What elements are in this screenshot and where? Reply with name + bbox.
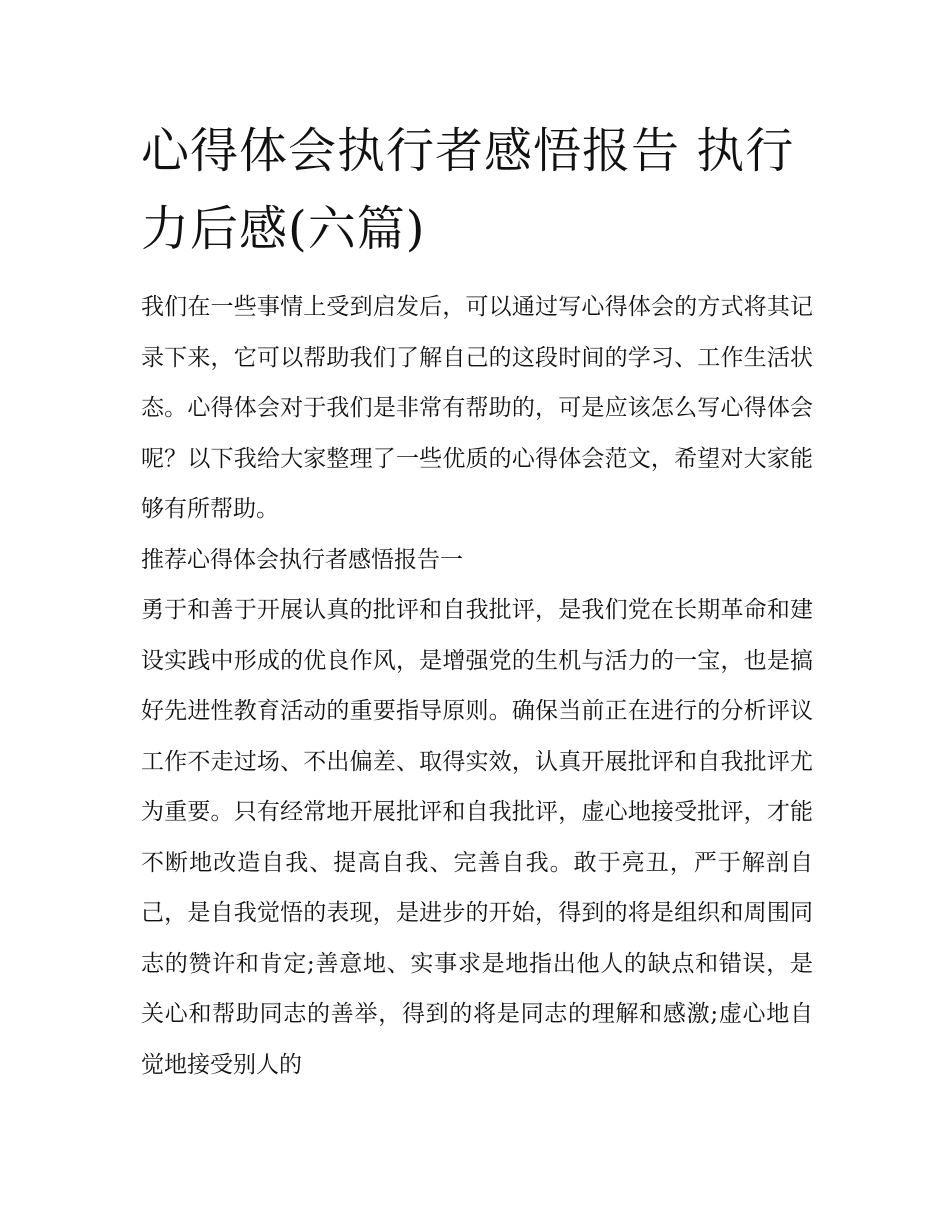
document-page — [141, 112, 813, 1090]
intro-paragraph: 我们在一些事情上受到启发后，可以通过写心得体会的方式将其记录下来，它可以帮助我们了解自己的这段时间的学习、工作生活状态。心得体会对于我们是非常有帮助的，可是应该怎么写心得体会呢？以下我给大家整理了一些优质的心得体会范文，希望对大家能够有所帮助。 — [141, 294, 813, 522]
body-paragraph: 勇于和善于开展认真的批评和自我批评，是我们党在长期革命和建设实践中形成的优良作风，是增强党的生机与活力的一宝，也是搞好先进性教育活动的重要指导原则。确保当前正在进行的分析评议工作不走过场、不出偏差、取得实效，认真开展批评和自我批评尤为重要。只有经常地开展批评和自我批评，虚心地接受批评，才能不断地改造自我、提高自我、完善自我。敢于亮丑，严于解剖自己，是自我觉悟的表现，是进步的开始，得到的将是组织和周围同志的赞许和肯定;善意地、实事求是地指出他人的缺点和错误，是关心和帮助同志的善举，得到的将是同志的理解和感激;虚心地自觉地接受别人的 — [141, 597, 813, 1078]
document-title: 心得体会执行者感悟报告 执行力后感(六篇) — [141, 123, 795, 257]
section-heading: 推荐心得体会执行者感悟报告一 — [141, 546, 463, 573]
